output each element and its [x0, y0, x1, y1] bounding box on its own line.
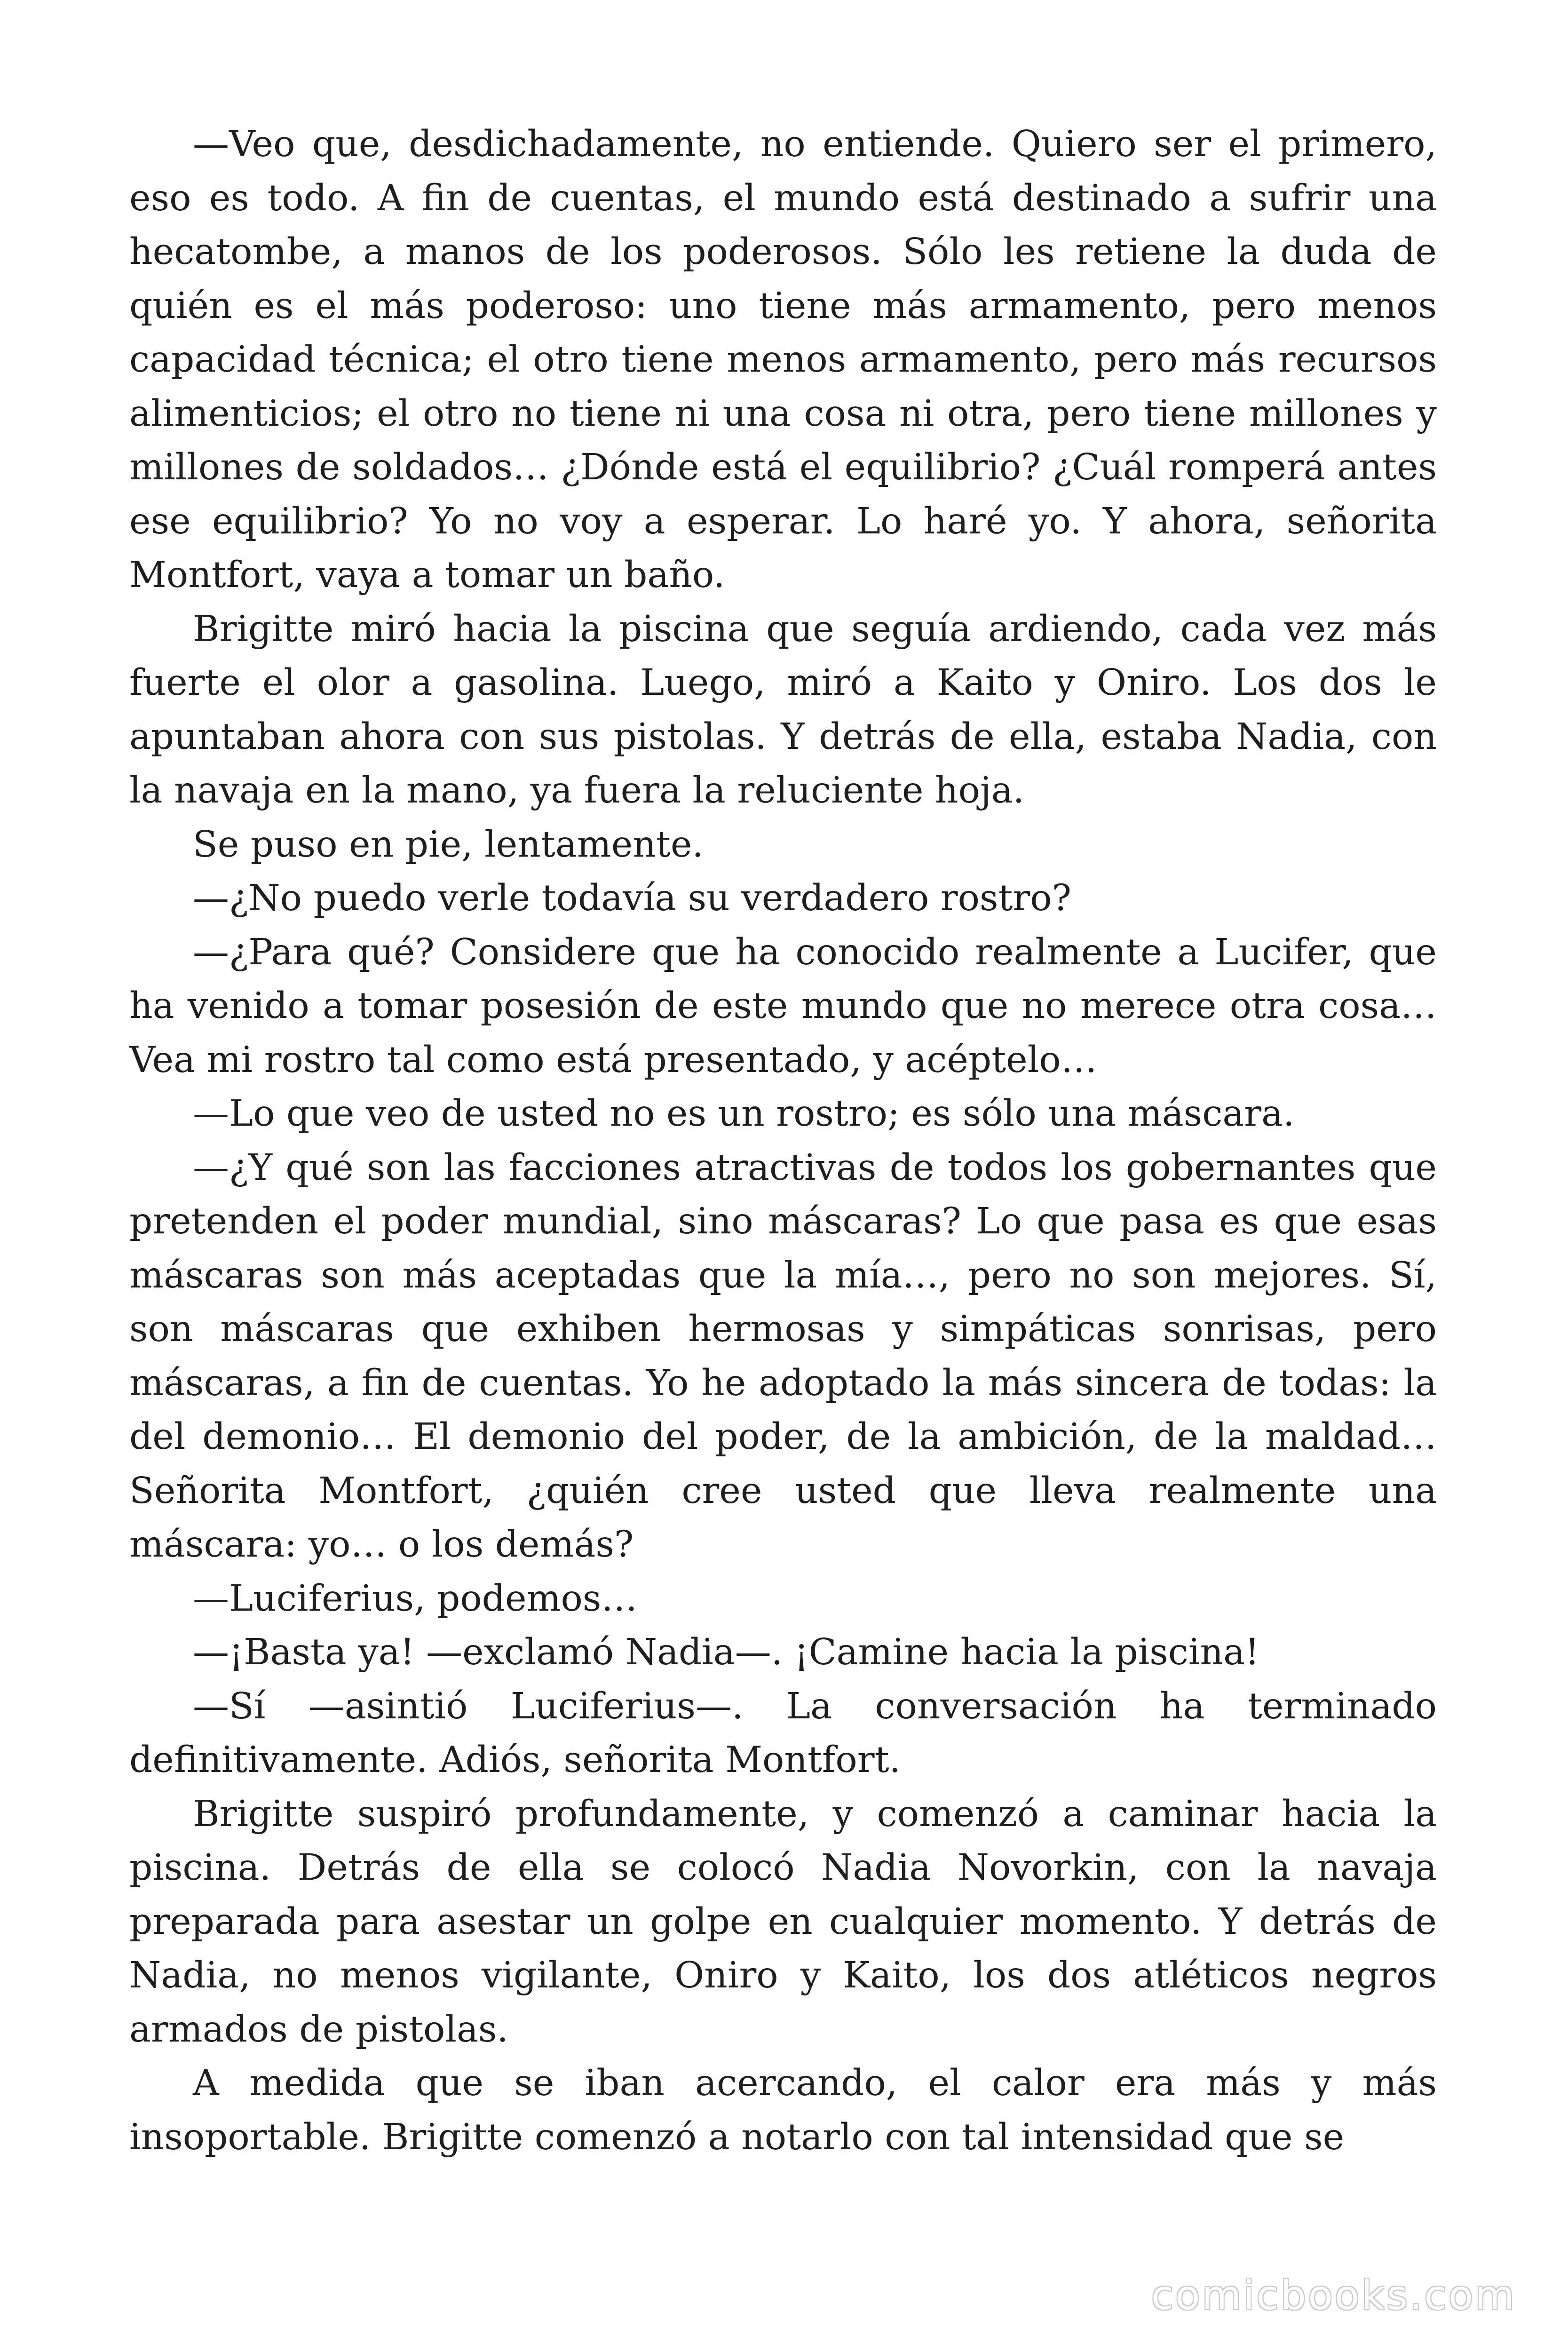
paragraph: —Sí —asintió Luciferius—. La conversación ha terminado definitivamente. Adiós, señorita Montfort.: [129, 1685, 1437, 1781]
paragraph: —¡Basta ya! —exclamó Nadia—. ¡Camine hacia la piscina!: [193, 1631, 1259, 1673]
paragraph: —¿No puedo verle todavía su verdadero rostro?: [193, 877, 1071, 919]
paragraph: —Lo que veo de usted no es un rostro; es sólo una máscara.: [193, 1093, 1295, 1135]
paragraph: Se puso en pie, lentamente.: [193, 823, 704, 866]
paragraph: A medida que se iban acercando, el calor era más y más insoportable. Brigitte comenzó a notarlo con tal intensidad que se: [129, 2062, 1437, 2158]
paragraph: —Veo que, desdichadamente, no entiende. Quiero ser el primero, eso es todo. A fin de cuentas, el mundo está destinado a sufrir una hecatombe, a manos de los poderosos. Sólo les retiene la duda de quién es el más poderoso: uno tiene más armamento, pero menos capacidad técnica; el otro tiene menos armamento, pero más recursos alimenticios; el otro no tiene ni una cosa ni otra, pero tiene millones y millones de soldados… ¿Dónde está el equilibrio? ¿Cuál romperá antes ese equilibrio? Yo no voy a esperar. Lo haré yo. Y ahora, señorita Montfort, vaya a tomar un baño.: [129, 123, 1437, 596]
paragraph: —Luciferius, podemos…: [193, 1577, 638, 1620]
page-text: [129, 118, 1437, 2164]
paragraph: Brigitte miró hacia la piscina que seguía ardiendo, cada vez más fuerte el olor a gasolina. Luego, miró a Kaito y Oniro. Los dos le apuntaban ahora con sus pistolas. Y detrás de ella, estaba Nadia, con la navaja en la mano, ya fuera la reluciente hoja.: [129, 608, 1437, 811]
paragraph: —¿Para qué? Considere que ha conocido realmente a Lucifer, que ha venido a tomar posesión de este mundo que no merece otra cosa… Vea mi rostro tal como está presentado, y acéptelo…: [129, 931, 1437, 1081]
paragraph: Brigitte suspiró profundamente, y comenzó a caminar hacia la piscina. Detrás de ella se colocó Nadia Novorkin, con la navaja preparada para asestar un golpe en cualquier momento. Y detrás de Nadia, no menos vigilante, Oniro y Kaito, los dos atléticos negros armados de pistolas.: [129, 1793, 1437, 2050]
watermark: comicbooks.com: [1151, 2272, 1516, 2319]
paragraph: —¿Y qué son las facciones atractivas de todos los gobernantes que pretenden el poder mundial, sino máscaras? Lo que pasa es que esas máscaras son más aceptadas que la mía…, pero no son mejores. Sí, son máscaras que exhiben hermosas y simpáticas sonrisas, pero máscaras, a fin de cuentas. Yo he adoptado la más sincera de todas: la del demonio… El demonio del poder, de la ambición, de la maldad… Señorita Montfort, ¿quién cree usted que lleva realmente una máscara: yo… o los demás?: [129, 1146, 1437, 1565]
